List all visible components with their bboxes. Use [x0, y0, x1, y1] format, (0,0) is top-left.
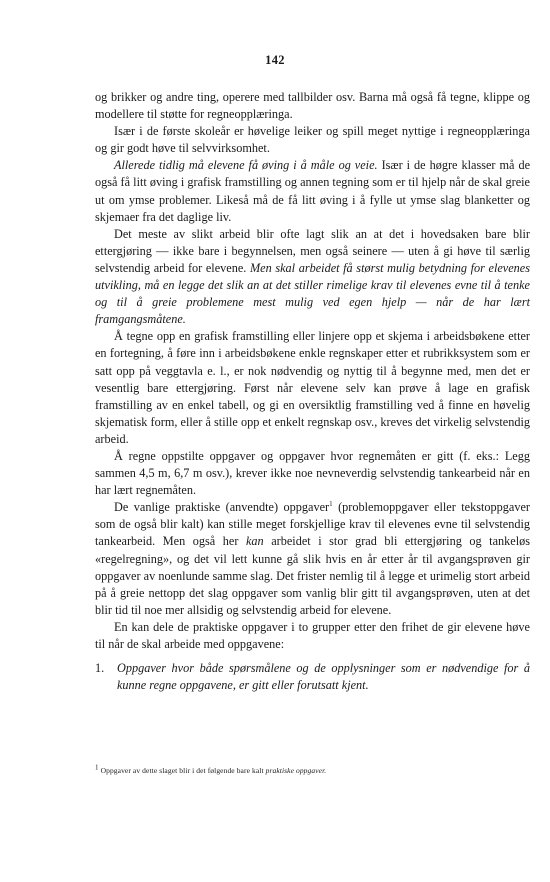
text-run: (problemoppgaver eller tekstoppgaver som de også blir kalt) kan stille meget forskjellige krav til elevenes evne til selvstendig tankearbeid. Men også her: [95, 500, 530, 549]
text-run: Å tegne opp en grafisk framstilling eller linjere opp et skjema i arbeidsbøkene etter en fortegning, å føre inn i arbeidsbøkene enkle regnskaper etter et rubrikksystem som er satt opp på veggtavla e. l., er nok nødvendig og nyttig til å begynne med, men det er vesentlig bare ettergjøring. Først når elevene selv kan prøve å lage en grafisk framstilling av en enkel tabell, og gi en oversiktlig framstilling ved å finne en høvelig skjematisk form, eller å stille opp et enkelt regnskap osv., kreves det virkelig selvstendig arbeid.: [95, 329, 530, 446]
list-text: Oppgaver hvor både spørsmålene og de opplysninger som er nødvendige for å kunne regne oppgavene, er gitt eller forutsatt kjent.: [117, 661, 530, 693]
text-run: arbeidet i stor grad bli ettergjøring og tankeløs «regelregning», og det vil lett kunne gå slik hvis en år etter år til avgangsprøven gir oppgaver av noenlunde samme slag. Det frister nemlig til å legge et urimelig stort arbeid på å greie nettopp det slag oppgaver som vanlig blir gitt til avgangsprøven, uten at det blir tid til noe mer allsidig og selvstendig arbeid for elevene.: [95, 534, 530, 617]
text-run: En kan dele de praktiske oppgaver i to grupper etter den frihet de gir elevene høve til når de skal arbeide med oppgavene:: [95, 619, 530, 651]
paragraph: [95, 499, 530, 619]
text-run: Især i de høgre klasser må de også få litt øving i grafisk framstilling og annen tegning som er til hjelp når de skal greie ut om ymse problemer. Likeså må de få litt øving i å fylle ut ymse slag blanketter og skjemaer fra det daglige liv.: [95, 158, 531, 224]
paragraph: [95, 448, 530, 499]
paragraph: [95, 328, 530, 448]
footnote-reference: 1: [329, 500, 333, 509]
paragraph: [95, 157, 530, 225]
text-run: Det meste av slikt arbeid blir ofte lagt slik an at det i hovedsaken bare blir ettergjøring — ikke bare i begynnelsen, men også seinere — uten å gi høve til særlig selvstendig arbeid for elevene.: [95, 226, 530, 275]
footnote: [95, 763, 530, 776]
paragraphs: [95, 89, 530, 653]
footnote-italic-text: praktiske oppgaver.: [265, 766, 327, 775]
list-item: [95, 660, 530, 694]
emphasized-text: Men skal arbeidet få størst mulig betydning for elevenes utvikling, må en legge det slik an at det stiller rimelige krav til elevenes evne til å tenke og til å greie problemene mest mulig ved egen hjelp — når de har lært framgangsmåtene.: [95, 260, 530, 327]
text-run: Å regne oppstilte oppgaver og oppgaver hvor regnemåten er gitt (f. eks.: Legg sammen 4,5 m, 6,7 m osv.), krever ikke noe nevneverdig selvstendig tankearbeid når en har lært regnemåten.: [95, 448, 530, 498]
text-run: De vanlige praktiske (anvendte) oppgaver: [114, 500, 330, 515]
footnote-marker: 1: [95, 763, 99, 772]
footnote-text: Oppgaver av dette slaget blir i det følgende bare kalt: [98, 766, 266, 775]
paragraph: [95, 89, 530, 123]
emphasized-text: Allerede tidlig må elevene få øving i å måle og veie.: [114, 158, 378, 173]
list-number: 1.: [95, 661, 105, 676]
body-text: [95, 89, 530, 694]
paragraph: [95, 123, 530, 157]
emphasized-text: kan: [245, 534, 264, 549]
paragraph: [95, 226, 530, 329]
paragraph: [95, 619, 530, 653]
text-run: og brikker og andre ting, operere med tallbilder osv. Barna må også få tegne, klippe og modellere til støtte for regneopplæringa.: [95, 90, 530, 122]
text-run: Især i de første skoleår er høvelige leiker og spill meget nyttige i regneopplæringa og gir godt høve til selvvirksomhet.: [95, 124, 530, 156]
numbered-list: [95, 660, 530, 694]
page-number: 142: [265, 53, 285, 67]
